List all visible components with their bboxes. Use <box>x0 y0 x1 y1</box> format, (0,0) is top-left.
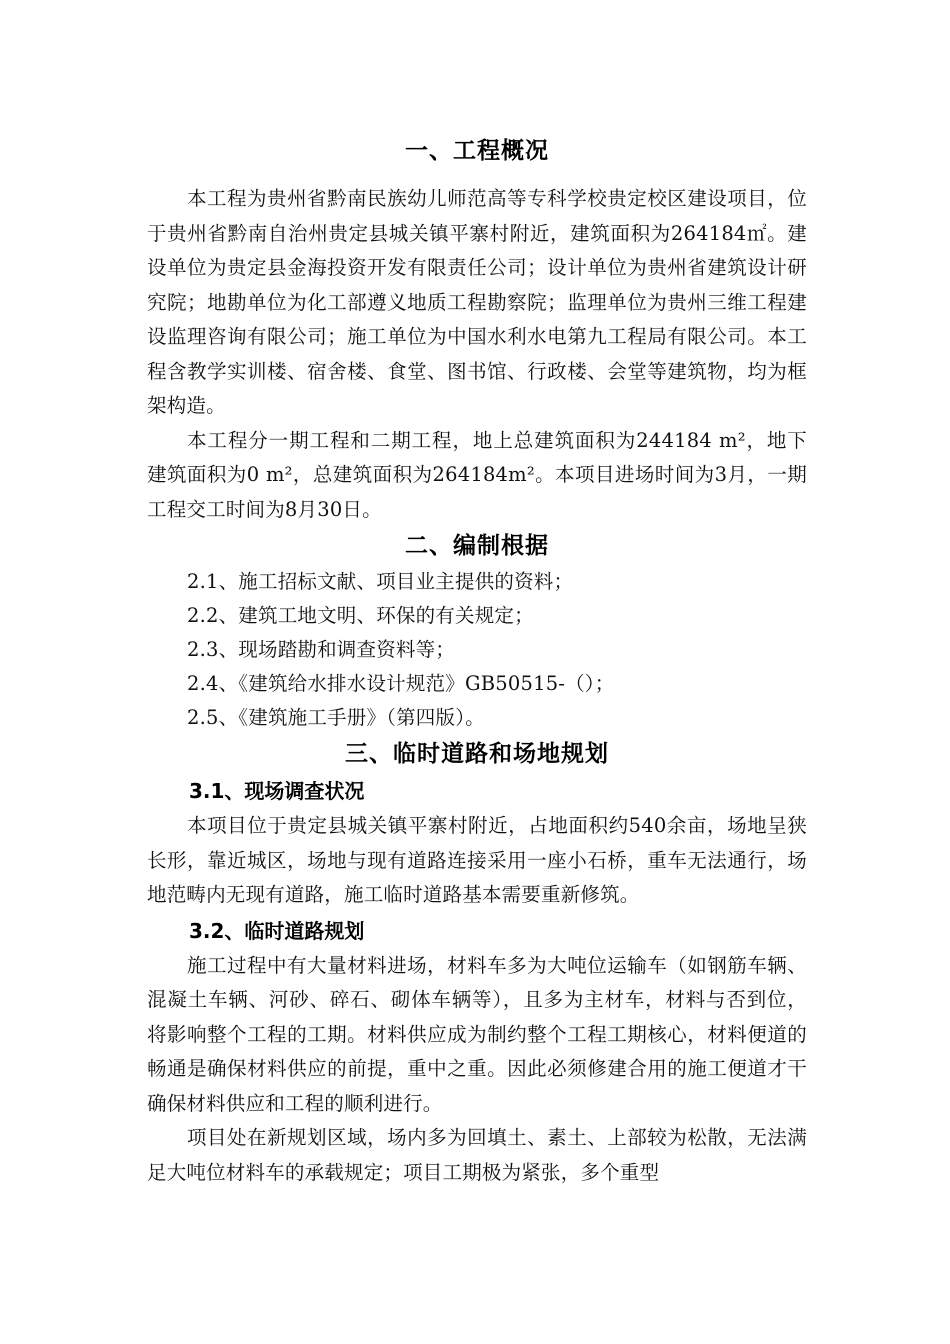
subsection-heading-road-plan: 3.2、临时道路规划 <box>189 918 365 943</box>
list-item: 2.5、《建筑施工手册》（第四版）。 <box>187 706 485 729</box>
paragraph-road-plan-2: 项目处在新规划区域，场内多为回填土、素土、上部较为松散，无法满足大吨位材料车的承载规定；项目工期极为紧张，多个重型 <box>147 1126 807 1184</box>
list-item: 2.4、《建筑给水排水设计规范》GB50515-（）； <box>187 672 615 695</box>
list-item: 2.1、施工招标文献、项目业主提供的资料； <box>187 570 574 593</box>
paragraph-overview-1: 本工程为贵州省黔南民族幼儿师范高等专科学校贵定校区建设项目，位于贵州省黔南自治州贵定县城关镇平寨村附近，建筑面积为264184㎡。建设单位为贵定县金海投资开发有限责任公司；设计单位为贵州省建筑设计研究院；地勘单位为化工部遵义地质工程勘察院；监理单位为贵州三维工程建设监理咨询有限公司；施工单位为中国水利水电第九工程局有限公司。本工程含教学实训楼、宿舍楼、食堂、图书馆、行政楼、会堂等建筑物，均为框架构造。 <box>147 187 807 417</box>
list-item: 2.3、现场踏勘和调查资料等； <box>187 638 456 661</box>
section-heading-overview: 一、工程概况 <box>405 138 549 164</box>
subsection-heading-survey: 3.1、现场调查状况 <box>189 779 365 803</box>
section-heading-roads: 三、临时道路和场地规划 <box>345 741 609 767</box>
basis-list <box>147 565 807 735</box>
paragraph-overview-2: 本工程分一期工程和二期工程，地上总建筑面积为244184 m²，地下建筑面积为0 m²，总建筑面积为264184m²。本项目进场时间为3月，一期工程交工时间为8月30日。 <box>147 428 807 521</box>
section-heading-basis: 二、编制根据 <box>405 533 549 559</box>
document-body <box>147 132 807 1190</box>
list-item: 2.2、建筑工地文明、环保的有关规定； <box>187 604 534 627</box>
paragraph-road-plan-1: 施工过程中有大量材料进场，材料车多为大吨位运输车（如钢筋车辆、混凝土车辆、河砂、碎石、砌体车辆等），且多为主材车，材料与否到位，将影响整个工程的工期。材料供应成为制约整个工程工期核心，材料便道的畅通是确保材料供应的前提，重中之重。因此必须修建合用的施工便道才干确保材料供应和工程的顺利进行。 <box>147 953 807 1115</box>
paragraph-survey: 本项目位于贵定县城关镇平寨村附近，占地面积约540余亩，场地呈狭长形，靠近城区，场地与现有道路连接采用一座小石桥，重车无法通行，场地范畴内无现有道路，施工临时道路基本需要重新修筑。 <box>147 814 807 906</box>
